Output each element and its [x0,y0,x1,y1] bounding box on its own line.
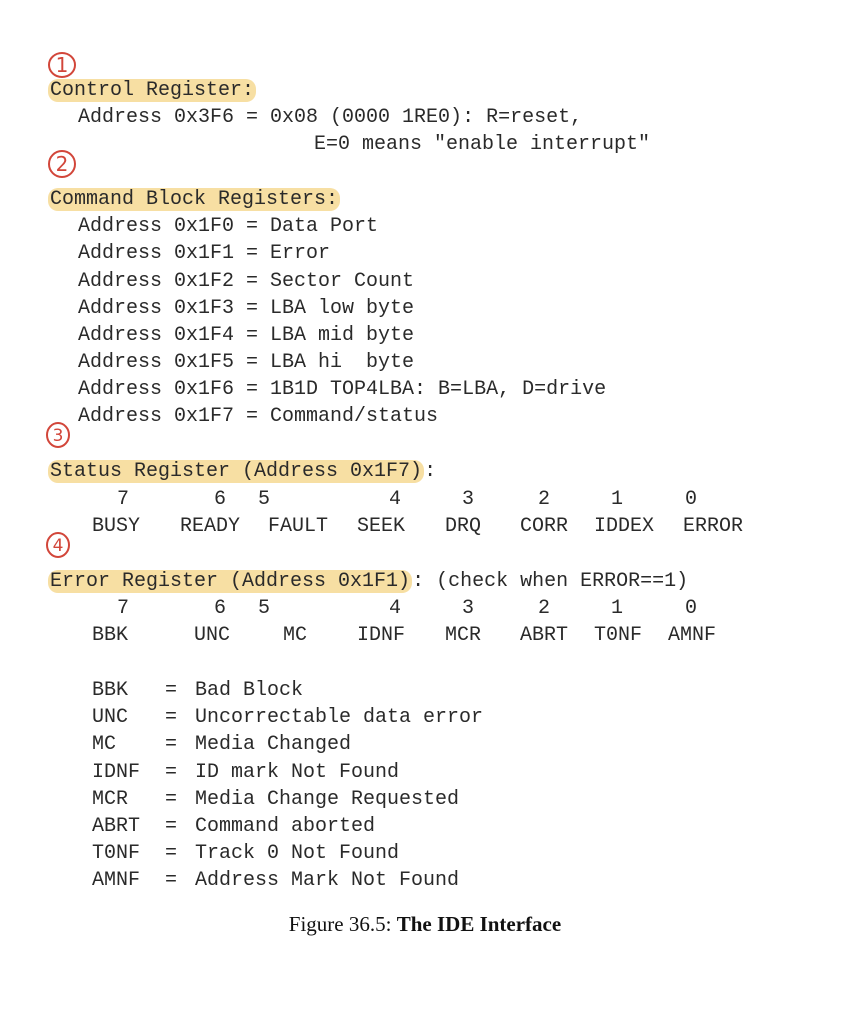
status-register-heading: Status Register (Address 0x1F7) : [50,460,437,483]
command-line: Address 0x1F3 = LBA low byte [78,297,415,320]
error-bit: 5 [258,597,271,620]
svg-text:1: 1 [55,53,69,77]
control-register-heading: Control Register: [50,79,255,102]
caption-label: Figure 36.5: [288,912,392,936]
command-line: Address 0x1F5 = LBA hi byte [78,351,415,374]
status-name: READY [180,515,241,538]
circle-2-icon [46,148,80,180]
error-bit: 2 [538,597,551,620]
status-bit: 4 [389,488,402,511]
status-name-row [0,513,850,540]
status-bit: 6 [214,488,227,511]
status-bit: 5 [258,488,271,511]
command-line: Address 0x1F4 = LBA mid byte [78,324,415,347]
status-bit: 1 [611,488,624,511]
error-register-heading: Error Register (Address 0x1F1) : (check when ERROR==1) [50,570,689,593]
error-bit: 6 [214,597,227,620]
command-line: Address 0x1F2 = Sector Count [78,270,415,293]
status-name: CORR [520,515,569,538]
error-name: BBK [92,624,129,647]
circle-3-icon [44,420,74,450]
error-name: UNC [194,624,231,647]
command-line: Address 0x1F6 = 1B1D TOP4LBA: B=LBA, D=drive [78,378,607,401]
status-name: SEEK [357,515,406,538]
control-register-line-1: Address 0x3F6 = 0x08 (0000 1RE0): R=reset, [78,106,583,129]
status-bit: 2 [538,488,551,511]
status-name: IDDEX [594,515,655,538]
error-bit: 0 [685,597,698,620]
status-bit-row [0,486,850,513]
command-block-heading: Command Block Registers: [50,188,339,211]
figure-caption [0,912,850,937]
control-register-line-2: E=0 means "enable interrupt" [314,133,651,156]
status-name: ERROR [683,515,744,538]
annotation-mark-2 [46,148,80,180]
svg-text:3: 3 [52,426,64,446]
error-bit: 1 [611,597,624,620]
caption-title: The IDE Interface [396,912,562,936]
error-bit: 3 [462,597,475,620]
error-bit: 4 [389,597,402,620]
error-name: MC [283,624,308,647]
command-line: Address 0x1F1 = Error [78,242,331,265]
status-bit: 0 [685,488,698,511]
status-bit: 7 [117,488,130,511]
error-bit-row [0,595,850,622]
command-line: Address 0x1F7 = Command/status [78,405,439,428]
error-bit: 7 [117,597,130,620]
status-bit: 3 [462,488,475,511]
circle-1-icon [46,50,80,80]
status-name: BUSY [92,515,141,538]
svg-text:4: 4 [52,536,64,556]
error-name: AMNF [668,624,717,647]
annotation-mark-3 [44,420,74,450]
error-name: ABRT [520,624,569,647]
error-name: T0NF [594,624,643,647]
command-line: Address 0x1F0 = Data Port [78,215,379,238]
svg-text:2: 2 [55,152,69,176]
status-name: FAULT [268,515,329,538]
error-name: IDNF [357,624,406,647]
error-name-row [0,622,850,649]
error-name: MCR [445,624,482,647]
annotation-mark-1 [46,50,80,80]
status-name: DRQ [445,515,482,538]
